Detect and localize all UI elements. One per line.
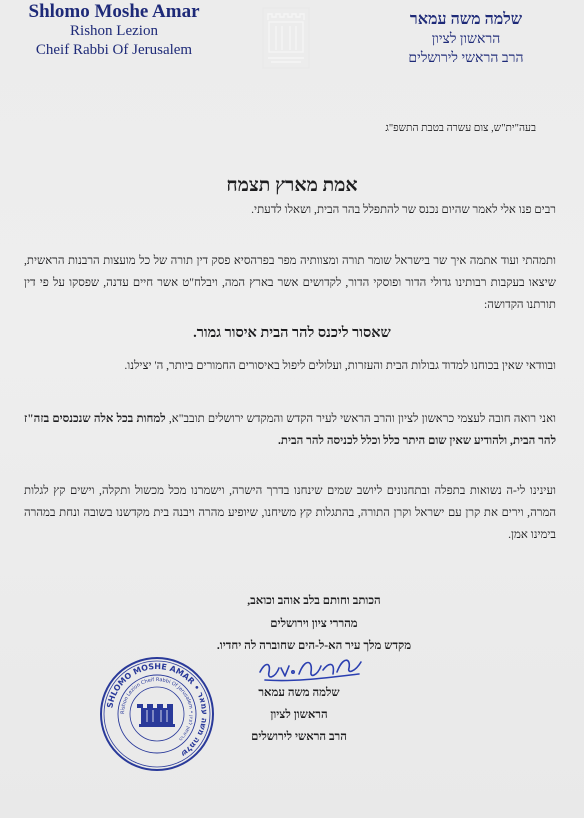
temple-emblem-icon (262, 6, 310, 70)
closing-line-2: מהררי ציון וירושלים (270, 616, 358, 630)
paragraph-2: ותמהתי ועוד אתמה איך שר בישראל שומר תורה ומצוותיה מפר בפרהסיא פסק דין תורה של כל מועצות הרבנות הראשית, שיצאו בעקבות רבותינו גדולי הדור ופוסקי הדור, לקדושים אשר בארץ המה, ויבלח"ט אשר חיים עדנה, שפסקו על פי דין תורתנו הקדושה: (24, 254, 556, 311)
letterhead-en-name: Shlomo Moshe Amar (28, 1, 200, 22)
paragraph-5: ועינינו לי-ה נשואות בתפלה ובתחנונים ליושב שמים שינחנו בדרך הישרה, וישמרנו מכל מכשול ותקלה, וישים קץ לגלות המרה, וירים את קרן עם ישראל וקרן התורה, בהתגלות קץ משיחנו, שיופיע מהרה ויבנה בית מקדשנו בשובה ונחת במהרה בימינו אמן. (24, 484, 556, 541)
closing-block (149, 590, 479, 658)
letter-title: אמת מארץ תצמח (226, 175, 358, 196)
signature-block (224, 682, 374, 748)
signature-name: שלמה משה עמאר (258, 686, 340, 699)
letterhead-he-title1: הראשון לציון (431, 32, 501, 47)
letterhead-en-title2: Cheif Rabbi Of Jerusalem (35, 42, 193, 58)
letter-date: בעה"ית"ש, צום עשרה בטבת התשפ"ג (385, 123, 536, 134)
handwritten-signature (255, 652, 365, 686)
paragraph-3: ובוודאי שאין בכוחנו למדוד גבולות הבית והעזרות, ועלולים ליפול באיסורים החמורים ביותר, ה' יצילנו. (124, 359, 556, 372)
letterhead-hebrew (376, 10, 556, 68)
paragraph-4-bold: למחות בכל אלה שנכנסים בזה"ז להר הבית, ולהודיע שאין שום היתר כלל וכלל לכניסה להר הבית. (24, 412, 556, 447)
signature-title2: הרב הראשי לירושלים (251, 730, 347, 743)
paragraph-4-plain: ואני רואה חובה לעצמי כראשון לציון והרב הראשי לעיר הקדש והמקדש ירושלים תובב"א, (165, 412, 556, 425)
svg-text:Rishon Lezion Cheif Rabbi Of J: Rishon Lezion Cheif Rabbi Of Jerusalem • הראשון לציון (119, 676, 195, 742)
paragraph-1: רבים פנו אלי לאמר שהיום נכנס שר להתפלל בהר הבית, ושאלו לדעתי. (251, 203, 556, 216)
svg-text:SHLOMO MOSHE AMAR • שלמה משה ע: SHLOMO MOSHE AMAR • שלמה משה עמאר (105, 661, 210, 759)
letterhead-he-name: שלמה משה עמאר (409, 11, 523, 28)
paragraph-4 (24, 408, 556, 452)
signature-title1: הראשון לציון (270, 708, 328, 721)
closing-line-3: מקדש מלך עיר הא-ל-הים שחוברה לה יחדיו. (216, 639, 412, 652)
ruling-heading: שאסור ליכנס להר הבית איסור גמור. (193, 325, 391, 341)
official-stamp-seal (99, 656, 215, 772)
letterhead-en-title1: Rishon Lezion (70, 23, 158, 39)
closing-line-1: הכותב וחותם בלב אוהב וכואב, (247, 594, 381, 607)
letterhead-he-title2: הרב הראשי לירושלים (408, 51, 524, 66)
letterhead-english (18, 2, 210, 60)
